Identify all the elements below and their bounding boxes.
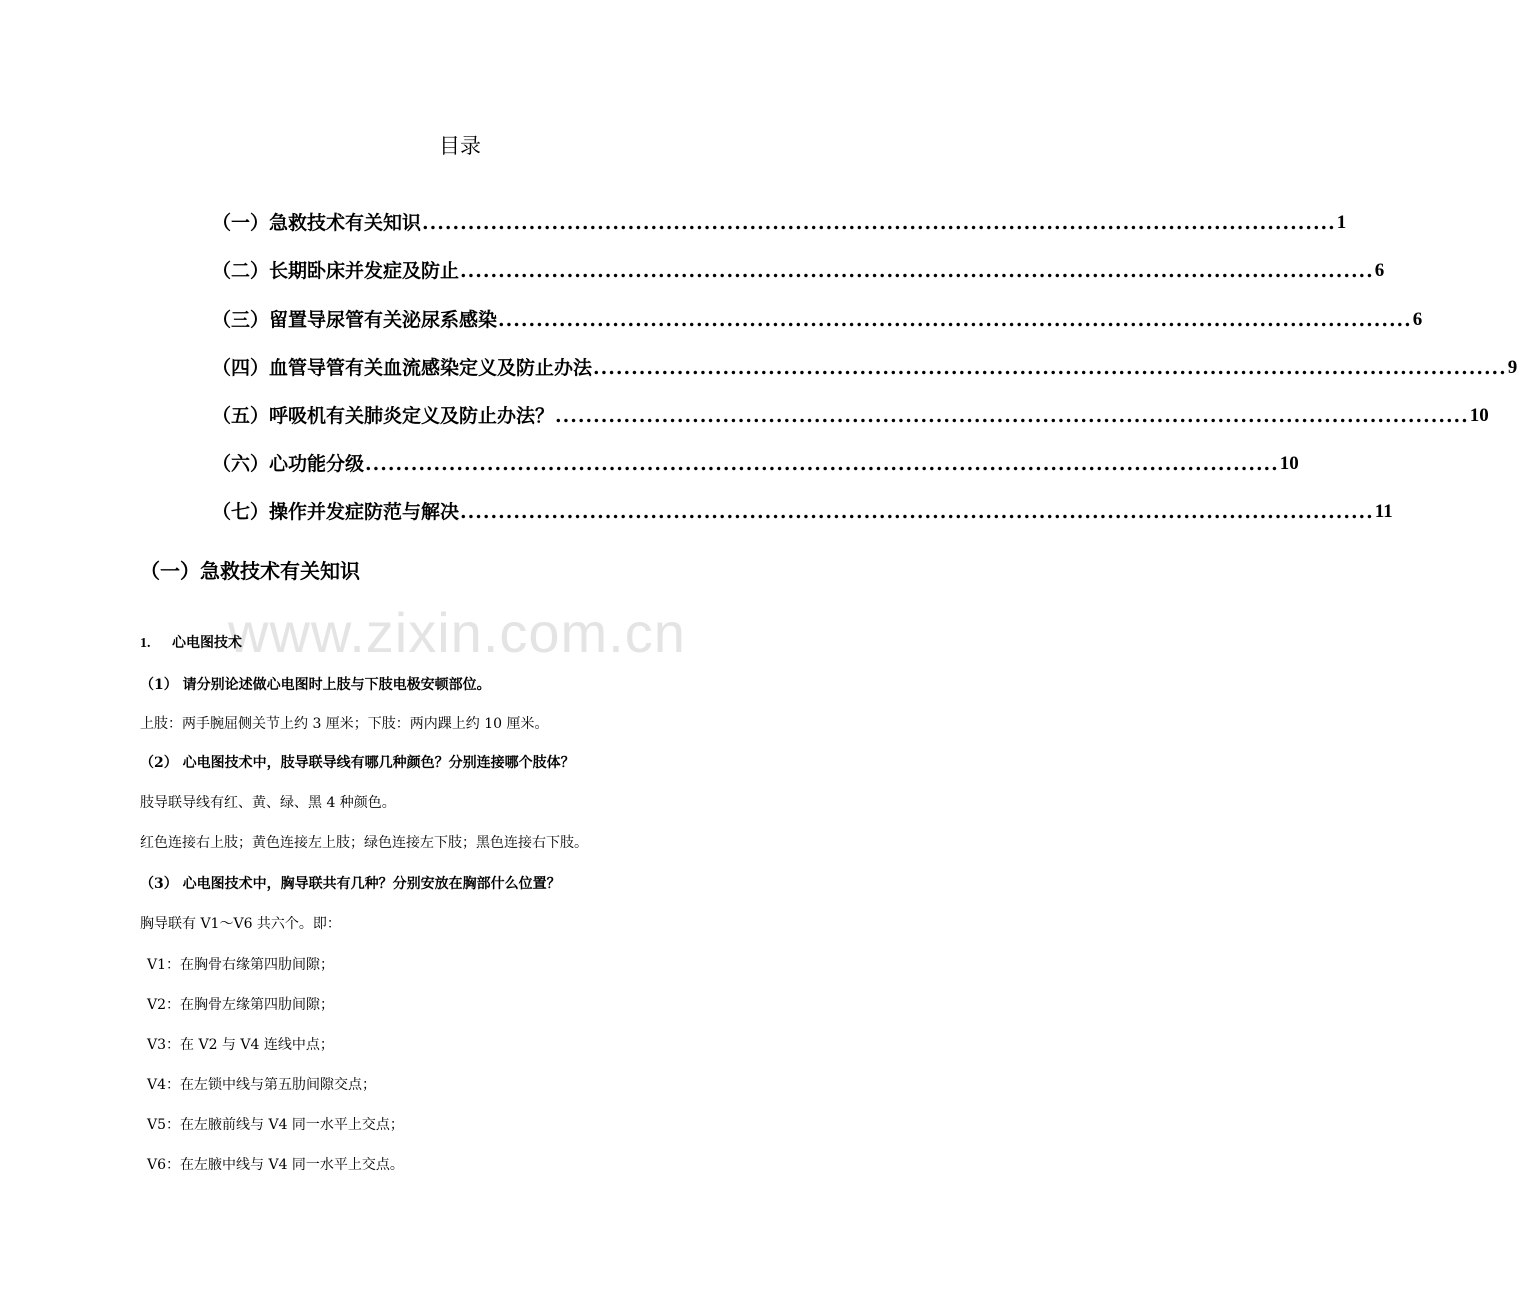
toc-entry-label: （四）血管导管有关血流感染定义及防止办法 xyxy=(212,357,593,379)
answer-3-intro: 胸导联有 V1～V6 共六个。即： xyxy=(140,916,341,932)
toc-title: 目录 xyxy=(439,134,481,158)
lead-item: V5：在左腋前线与 V4 同一水平上交点； xyxy=(147,1117,404,1133)
lead-item: V1：在胸骨右缘第四肋间隙； xyxy=(147,957,335,973)
toc-entry-label: （二）长期卧床并发症及防止 xyxy=(212,260,460,282)
watermark: www.zixin.com.cn xyxy=(228,601,686,664)
toc-leader-dots: ........................................................................................................................ xyxy=(555,405,1469,427)
answer-2-line-2: 红色连接右上肢；黄色连接左上肢；绿色连接左下肢；黑色连接右下肢。 xyxy=(140,835,588,851)
toc-entry-label: （五）呼吸机有关肺炎定义及防止办法？ xyxy=(212,405,555,427)
answer-1: 上肢：两手腕屈侧关节上约 3 厘米；下肢：两内踝上约 10 厘米。 xyxy=(140,716,549,732)
toc-entry[interactable] xyxy=(212,401,1489,431)
lead-item: V4：在左锁中线与第五肋间隙交点； xyxy=(147,1077,377,1093)
question-3: （3） 心电图技术中，胸导联共有几种？分别安放在胸部什么位置？ xyxy=(140,876,561,892)
section-heading: （一）急救技术有关知识 xyxy=(140,559,360,583)
toc-leader-dots: ........................................................................................................................ xyxy=(460,501,1374,523)
toc-leader-dots: ........................................................................................................................ xyxy=(593,357,1507,379)
toc-entry[interactable] xyxy=(212,353,1517,383)
toc-entry-page: 10 xyxy=(1279,453,1299,474)
toc-entry-page: 10 xyxy=(1469,405,1489,426)
toc-leader-dots: ........................................................................................................................ xyxy=(365,453,1279,475)
question-1: （1） 请分别论述做心电图时上肢与下肢电极安顿部位。 xyxy=(140,677,491,693)
toc-leader-dots: ........................................................................................................................ xyxy=(422,212,1336,234)
toc-entry[interactable] xyxy=(212,497,1393,527)
toc-entry[interactable] xyxy=(212,449,1299,479)
subsection-number: 1. xyxy=(140,636,151,651)
toc-leader-dots: ........................................................................................................................ xyxy=(498,309,1412,331)
answer-2-line-1: 肢导联导线有红、黄、绿、黑 4 种颜色。 xyxy=(140,795,396,811)
toc-entry-label: （六）心功能分级 xyxy=(212,453,365,475)
toc-entry[interactable] xyxy=(212,208,1347,238)
lead-item: V3：在 V2 与 V4 连线中点； xyxy=(147,1037,334,1053)
subsection-title: 心电图技术 xyxy=(172,635,242,651)
question-2: （2） 心电图技术中，肢导联导线有哪几种颜色？分别连接哪个肢体？ xyxy=(140,755,575,771)
toc-entry-page: 11 xyxy=(1374,501,1393,522)
toc-entry-page: 6 xyxy=(1374,260,1385,281)
toc-entry-page: 6 xyxy=(1412,309,1423,330)
toc-entry-label: （三）留置导尿管有关泌尿系感染 xyxy=(212,309,498,331)
lead-item: V6：在左腋中线与 V4 同一水平上交点。 xyxy=(147,1157,404,1173)
toc-leader-dots: ........................................................................................................................ xyxy=(460,260,1374,282)
subsection-heading xyxy=(140,632,242,655)
toc-entry[interactable] xyxy=(212,256,1385,286)
toc-entry[interactable] xyxy=(212,305,1423,335)
lead-item: V2：在胸骨左缘第四肋间隙； xyxy=(147,997,335,1013)
toc-entry-page: 9 xyxy=(1507,357,1517,378)
toc-entry-label: （一）急救技术有关知识 xyxy=(212,212,422,234)
toc-entry-label: （七）操作并发症防范与解决 xyxy=(212,501,460,523)
toc-entry-page: 1 xyxy=(1336,212,1347,233)
